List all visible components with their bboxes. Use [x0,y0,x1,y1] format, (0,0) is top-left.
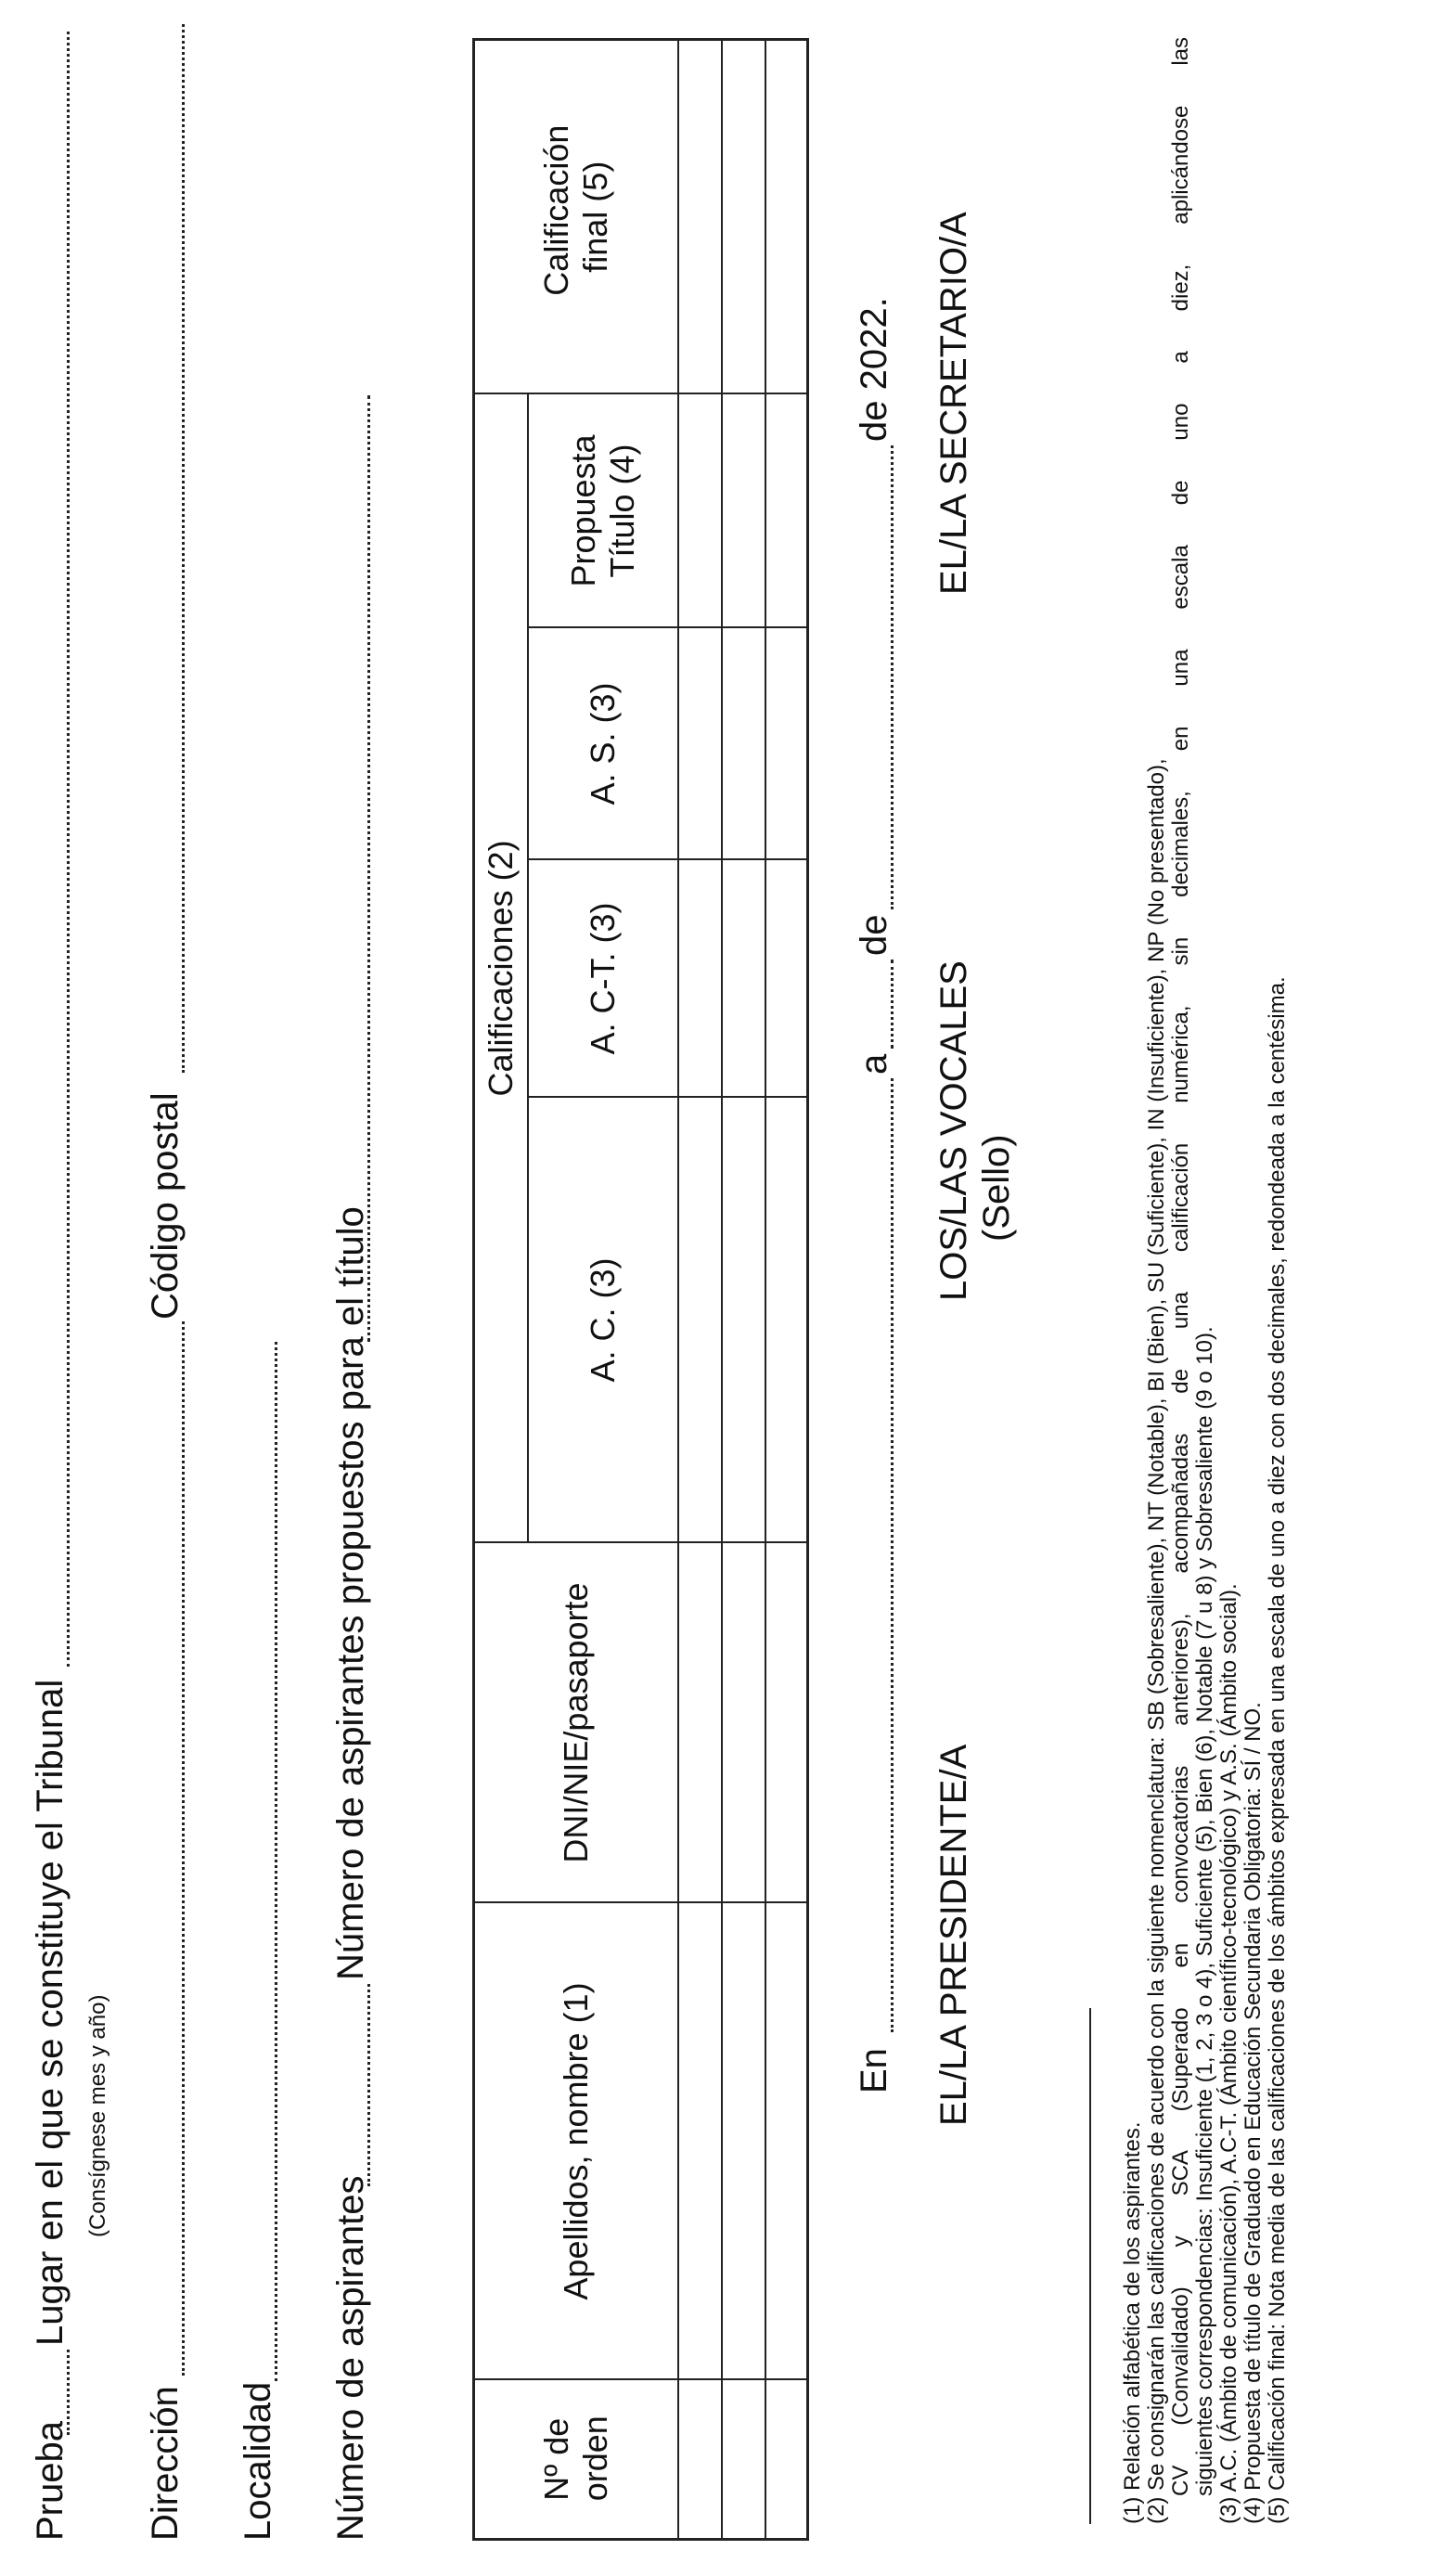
col-header-dni: DNI/NIE/pasaporte [474,1543,678,1903]
table-cell[interactable] [678,39,722,393]
col-header-as: A. S. (3) [528,628,678,860]
table-cell[interactable] [765,393,808,627]
table-cell[interactable] [765,1098,808,1543]
prueba-label: Prueba [30,2421,71,2541]
localidad-label: Localidad [238,2381,278,2541]
lugar-field[interactable] [67,32,70,1667]
footnote-2a: (2) Se consignarán las calificaciones de acuerdo con la siguiente nomenclatura: SB (Sobresaliente), NT (Notable), BI (Bien), SU (Suficiente), IN (Insuficiente), NP (No presentado), [1144,758,1169,2524]
col-header-propuesta: Propuesta Título (4) [528,393,678,627]
table-cell[interactable] [722,393,765,627]
direccion-label: Dirección [145,2386,186,2541]
date-a-label: a [854,1053,894,1075]
sello-label: (Sello) [976,1134,1017,1242]
footnote-4: (4) Propuesta de título de Graduado en Educación Secundaria Obligatoria: SÍ / NO. [1241,1702,1266,2524]
prueba-field[interactable] [67,2350,70,2435]
table-row [765,39,808,2539]
lugar-label: Lugar en el que se constituye el Tribunal [30,1679,71,2346]
table-cell[interactable] [722,1903,765,2380]
date-place-field[interactable] [891,1078,894,2032]
col-header-act: A. C-T. (3) [528,860,678,1098]
col-header-orden: Nº de orden [474,2380,678,2540]
localidad-field[interactable] [275,1342,277,2381]
col-header-apellidos: Apellidos, nombre (1) [474,1903,678,2380]
table-cell[interactable] [722,1543,765,1903]
table-row [678,39,722,2539]
date-day-field[interactable] [891,960,894,1049]
table-cell[interactable] [678,1098,722,1543]
table-cell[interactable] [722,39,765,393]
date-year-label: de 2022. [854,297,894,442]
footnote-divider [1089,2008,1091,2524]
footnote-1: (1) Relación alfabética de los aspirantes. [1120,2121,1145,2524]
table-cell[interactable] [765,39,808,393]
num-propuestos-field[interactable] [367,395,370,1342]
table-cell[interactable] [678,1903,722,2380]
codigo-postal-field[interactable] [182,24,185,1073]
footnote-2b: CV (Convalidado) y SCA (Superado en convocatorias anteriores), acompañadas de una calificación numérica, sin decimales, en una escala de uno a diez, aplicándose las [1168,37,1193,2496]
table-cell[interactable] [678,628,722,860]
table-cell[interactable] [722,860,765,1098]
col-header-calificaciones: Calificaciones (2) [474,393,528,1542]
col-header-ac: A. C. (3) [528,1098,678,1543]
footnote-3: (3) A.C. (Ámbito de comunicación), A.C-T. (Ámbito científico-tecnológico) y A.S. (Ámbito social). [1216,1583,1241,2524]
footnote-5: (5) Calificación final: Nota media de las calificaciones de los ámbitos expresada en una escala de uno a diez con dos decimales, redondeada a la centésima. [1265,976,1290,2524]
num-aspirantes-field[interactable] [367,1984,370,2186]
table-cell[interactable] [678,1543,722,1903]
date-en-label: En [854,2048,894,2093]
table-cell[interactable] [765,860,808,1098]
consignese-note: (Consígnese mes y año) [85,1994,110,2237]
presidente-label: EL/LA PRESIDENTE/A [933,1744,974,2126]
date-de1-label: de [854,914,894,956]
table-cell[interactable] [765,628,808,860]
grades-table [472,38,809,2541]
codigo-postal-label: Código postal [145,1092,186,1320]
footnote-2c: siguientes correspondencias: Insuficiente (1, 2, 3 o 4), Suficiente (5), Bien (6), Notable (7 u 8) y Sobresaliente (9 o 10). [1192,1326,1217,2496]
table-cell[interactable] [765,1903,808,2380]
table-row [722,39,765,2539]
date-month-field[interactable] [891,445,894,909]
vocales-label: LOS/LAS VOCALES [933,960,974,1301]
secretario-label: EL/LA SECRETARIO/A [933,212,974,595]
table-cell[interactable] [678,2380,722,2540]
direccion-field[interactable] [182,1321,185,2376]
col-header-final: Calificación final (5) [474,39,678,393]
num-aspirantes-label: Número de aspirantes [330,2175,371,2541]
table-cell[interactable] [722,2380,765,2540]
table-cell[interactable] [765,2380,808,2540]
table-cell[interactable] [722,1098,765,1543]
table-cell[interactable] [678,393,722,627]
table-cell[interactable] [765,1543,808,1903]
table-cell[interactable] [678,860,722,1098]
num-propuestos-label: Número de aspirantes propuestos para el título [330,1206,371,1980]
table-cell[interactable] [722,628,765,860]
